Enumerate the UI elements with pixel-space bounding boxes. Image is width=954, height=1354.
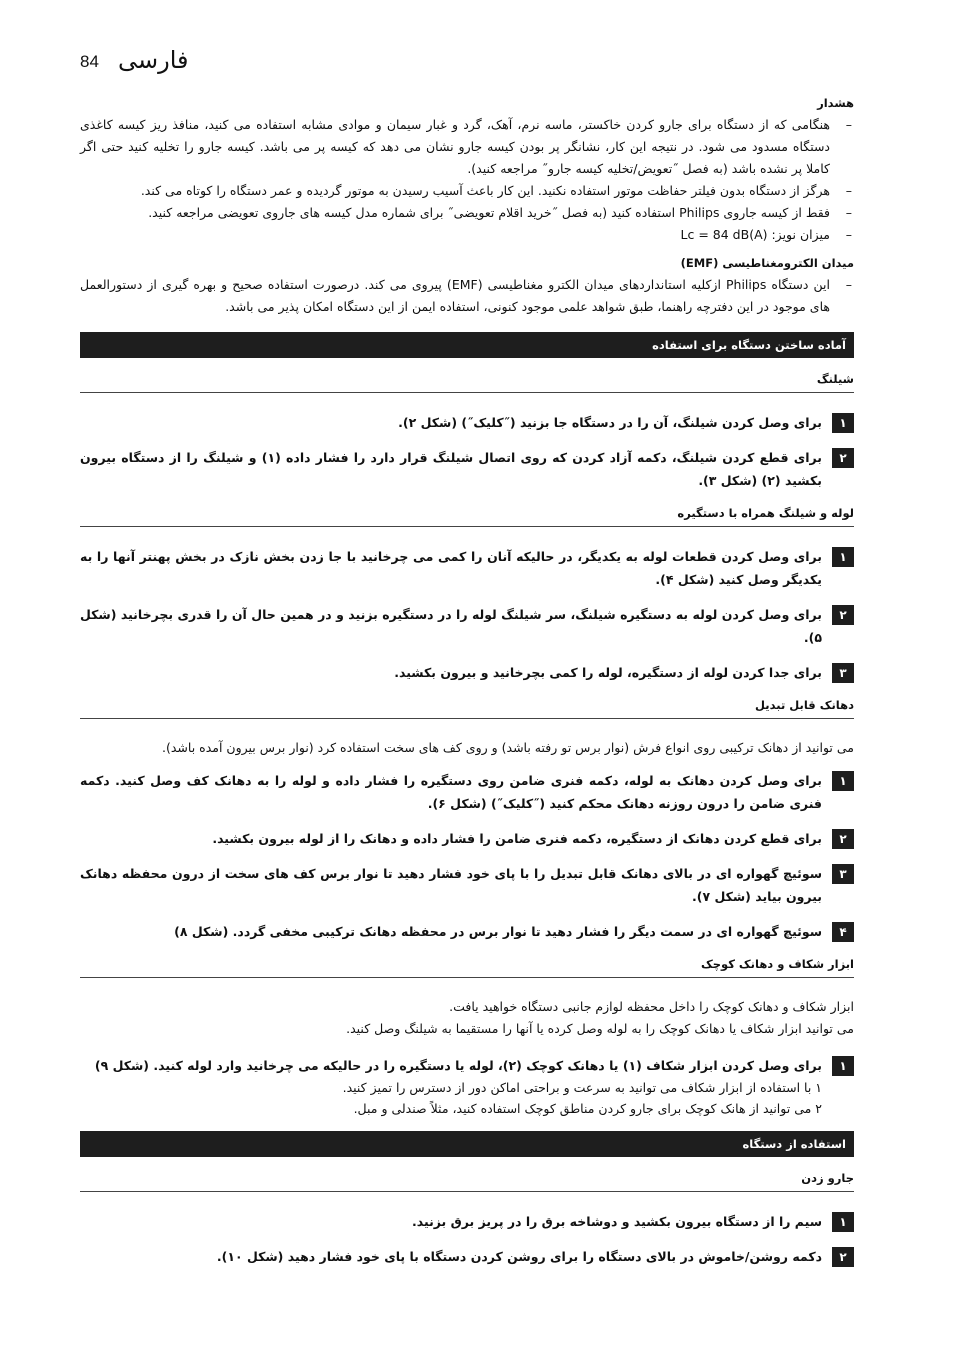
crevice-title: ابزار شکاف و دهانک کوچک xyxy=(80,955,854,978)
emf-title: میدان الکترومغناطیسی (EMF) xyxy=(680,256,854,270)
list-item: ۳ برای جدا کردن لوله از دستگیره، لوله را کمی بچرخانید و بیرون بکشید. xyxy=(80,661,854,684)
list-item: ۴ سوئیچ گهواره ای در سمت دیگر را فشار دهید تا نوار برس در محفظه دهانک ترکیبی مخفی گردد. (شکل ۸) xyxy=(80,920,854,943)
step-number: ۱ xyxy=(832,547,854,567)
crevice-note: ۱ با استفاده از ابزار شکاف می توانید به سرعت و براحتی اماکن دور از دسترس را تمیز کنید. xyxy=(342,1080,822,1095)
nozzle-title: دهانک قابل تبدیل xyxy=(80,696,854,719)
list-item: ۳ سوئیچ گهواره ای در بالای دهانک قابل تبدیل را با پای خود فشار دهید تا نوار برس کف های سخت از درون محفظه دهانک بیرون بیاید (شکل ۷). xyxy=(80,862,854,908)
step-number: ۱ xyxy=(832,771,854,791)
warning-title: هشدار xyxy=(817,96,854,110)
step-number: ۲ xyxy=(832,1247,854,1267)
step-number: ۲ xyxy=(832,829,854,849)
step-number: ۳ xyxy=(832,663,854,683)
step-number: ۱ xyxy=(832,413,854,433)
prep-banner: آماده ساختن دستگاه برای استفاده xyxy=(80,332,854,358)
step-number: ۴ xyxy=(832,922,854,942)
tube-title: لوله و شیلنگ همراه با دستگیره xyxy=(80,504,854,527)
hose-title: شیلنگ xyxy=(80,358,854,393)
main-content xyxy=(80,96,854,1280)
step-number: ۲ xyxy=(832,605,854,625)
list-item: ۱ سیم را از دستگاه بیرون بکشید و دوشاخه برق را در پریز برق بزنید. xyxy=(80,1210,854,1233)
crevice-note: ۲ می توانید از هانک کوچک برای جارو کردن مناطق کوچک استفاده کنید، مثلاً صندلی و مبل. xyxy=(353,1101,822,1116)
step-number: ۱ xyxy=(832,1056,854,1076)
emf-item: – این دستگاه Philips ازکلیه استانداردهای میدان الکترو مغناطیسی (EMF) پیروی می کند. درصورت استفاده صحیح و بهره گیری از دستورالعمل های موجود در این دفترچه راهنما، طبق شواهد علمی موجود کنونی، استفاده ایمن از این دستگاه امکان پذیر می باشد. xyxy=(80,277,852,314)
list-item: ۲ برای قطع کردن شیلنگ، دکمه آزاد کردن که روی اتصال شیلنگ قرار دارد را فشار داده (۱) و شیلنگ را از دستگاه بیرون بکشید (۲) (شکل ۳). xyxy=(80,446,854,492)
vacuum-title: جارو زدن xyxy=(80,1157,854,1192)
warning-item: – فقط از کیسه جاروی Philips استفاده کنید (به فصل ˝خرید اقلام تعویضی˝ برای شماره مدل کیسه های جاروی تعویضی مراجعه کنید. xyxy=(148,205,852,220)
step-number: ۲ xyxy=(832,448,854,468)
list-item: ۲ برای وصل کردن لوله به دستگیره شیلنگ، سر شیلنگ لوله را در دستگیره بزنید و در همین حال آن را قدری بچرخانید (شکل ۵). xyxy=(80,603,854,649)
warning-item: – میزان نویز: Lc = 84 dB(A) xyxy=(680,227,852,242)
step-number: ۱ xyxy=(832,1212,854,1232)
warning-item: – هرگز از دستگاه بدون فیلتر حفاظت موتور استفاده نکنید. این کار باعث آسیب رسیدن به موتور گردیده و عمر دستگاه را کوتاه می کند. xyxy=(140,183,852,198)
crevice-intro: ابزار شکاف و دهانک کوچک را داخل محفظه لوازم جانبی دستگاه خواهید یافت. می توانید ابزار شکاف یا دهانک کوچک را به لوله وصل کرده یا آنها را مستقیما به شیلنگ وصل کنید. xyxy=(346,999,854,1036)
list-item: ۱ برای وصل کردن قطعات لوله به یکدیگر، در حالیکه آنان را کمی می چرخانید با جا زدن بخش نازک در بخش پهنتر آنها را به یکدیگر وصل کنید (شکل ۴). xyxy=(80,545,854,591)
list-item: ۱ برای وصل کردن ابزار شکاف (۱) یا دهانک کوچک (۲)، لوله یا دستگیره را در حالیکه می چرخانید وارد لوله کنید. (شکل ۹) xyxy=(80,1054,854,1077)
emf-section xyxy=(80,256,854,318)
language-label: فارسی xyxy=(118,46,189,74)
list-item: ۲ برای قطع کردن دهانک از دستگیره، دکمه فنری ضامن را فشار داده و دهانک را از لوله بیرون بکشید. xyxy=(80,827,854,850)
list-item: ۲ دکمه روشن/خاموش در بالای دستگاه را برای روشن کردن دستگاه با پای خود فشار دهید (شکل ۱۰). xyxy=(80,1245,854,1268)
nozzle-intro: می توانید از دهانک ترکیبی روی انواع فرش (نوار برس تو رفته باشد) و روی کف های سخت استفاده کرد (نوار برس بیرون آمده باشد). xyxy=(162,740,854,755)
warning-section xyxy=(80,96,854,246)
list-item: ۱ برای وصل کردن شیلنگ، آن را در دستگاه جا بزنید (˝کلیک˝) (شکل ۲). xyxy=(80,411,854,434)
warning-item: – هنگامی که از دستگاه برای جارو کردن خاکستر، ماسه نرم، آهک، گرد و غبار سیمان و موادی مشابه استفاده می کنید، منافذ ریز کیسه کاغذی دستگاه مسدود می شود. در نتیجه این کار، نشانگر پر بودن کیسه جارو نشان می دهد که کیسه پر می باشد. کیسه جارو را تخلیه کنید حتی اگر کاملا پر نشده باشد (به فصل ˝تعویض/تخلیه کیسه جارو˝ مراجعه کنید). xyxy=(80,117,852,176)
use-banner: استفاده از دستگاه xyxy=(80,1131,854,1157)
page-number: 84 xyxy=(80,52,99,71)
page-header xyxy=(80,46,200,80)
step-number: ۳ xyxy=(832,864,854,884)
list-item: ۱ برای وصل کردن دهانک به لوله، دکمه فنری ضامن روی دستگیره را فشار داده و لوله را به دهانک کف وصل کنید. دکمه فنری ضامن را درون روزنه دهانک محکم کنید (˝کلیک˝) (شکل ۶). xyxy=(80,769,854,815)
